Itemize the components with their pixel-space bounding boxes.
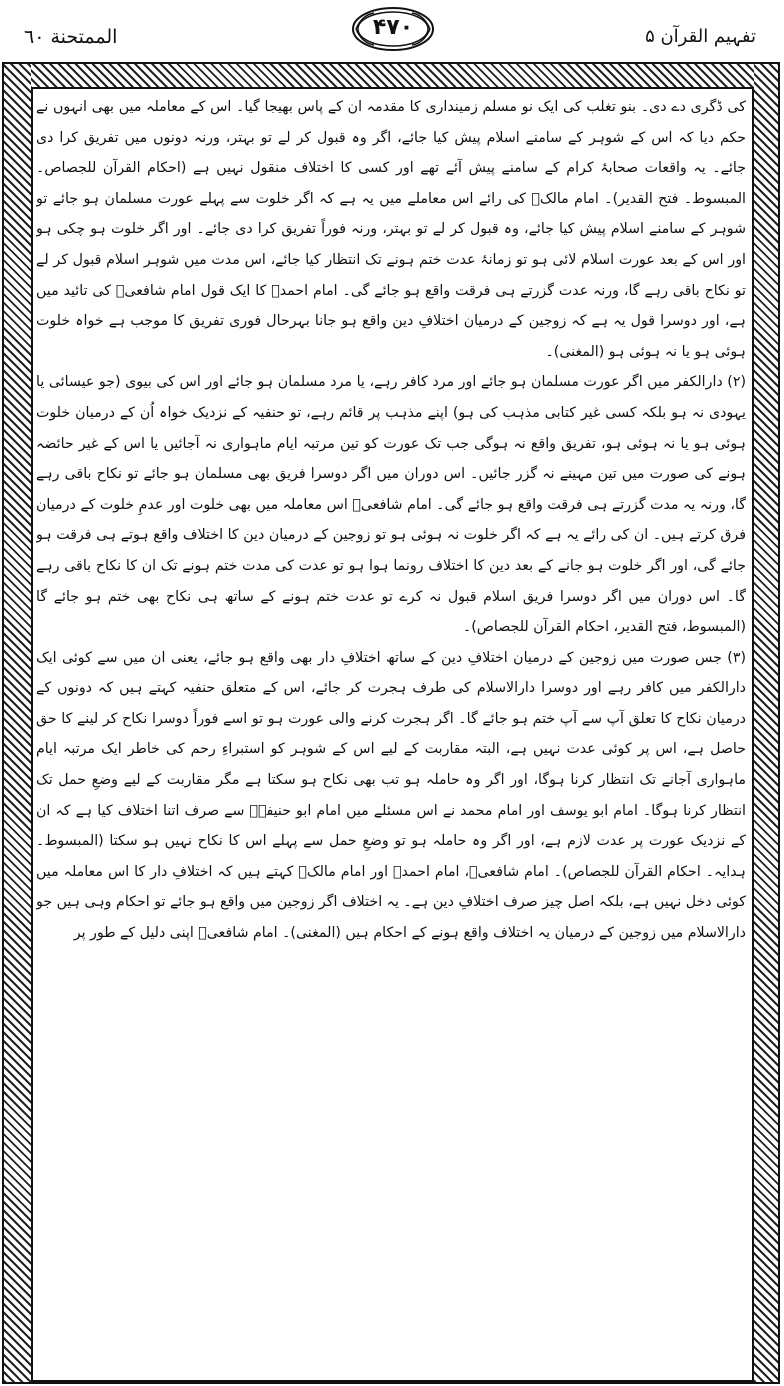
paragraph-3: (۳) جس صورت میں زوجین کے درمیان اختلافِ دین کے ساتھ اختلافِ دار بھی واقع ہو جائے، یعنی ان میں سے کوئی ایک دارالکفر میں کافر رہے اور دوسرا دارالاسلام کی طرف ہجرت کر جائے، اس کے متعلق حنفیہ کہتے ہیں کہ دونوں کے درمیان نکاح کا تعلق آپ سے آپ ختم ہو جائے گا۔ اگر ہجرت کرنے والی عورت ہو تو اسے فوراً دوسرا نکاح کر لینے کا حق حاصل ہے، اس پر کوئی عدت نہیں ہے، البتہ مقاربت کے لیے اس کے شوہر کو استبراءِ رحم کی خاطر ایک مرتبہ ایام ماہواری آجانے تک انتظار کرنا ہوگا، اور اگر وہ حاملہ ہو تب بھی نکاح ہو سکتا ہے مگر مقاربت کے لیے وضعِ حمل تک انتظار کرنا ہوگا۔ امام ابو یوسف اور امام محمد نے اس مسئلے میں امام ابو حنیفہؒ سے صرف اتنا اختلاف کیا ہے کہ ان کے نزدیک عورت پر عدت لازم ہے، اور اگر وہ حاملہ ہو تو وضعِ حمل سے پہلے اس کا نکاح نہیں ہو سکتا (المبسوط۔ ہدایہ۔ احکام القرآن للجصاص)۔ امام شافعیؒ، امام احمدؒ اور امام مالکؒ کہتے ہیں کہ اختلافِ دار کا اس معاملہ میں کوئی دخل نہیں ہے، بلکہ اصل چیز صرف اختلافِ دین ہے۔ یہ اختلاف اگر زوجین میں واقع ہو جائے تو احکام وہی ہیں جو دارالاسلام میں زوجین کے درمیان یہ اختلاف واقع ہونے کے احکام ہیں (المغنی)۔ امام شافعیؒ اپنی دلیل کے طور پر: [36, 649, 746, 942]
surah-title: الممتحنة ٦٠: [24, 26, 118, 48]
book-title: تفہیم القرآن ۵: [645, 26, 756, 47]
page-body: [36, 92, 746, 1378]
paragraph-2: (۲) دارالکفر میں اگر عورت مسلمان ہو جائے اور مرد کافر رہے، یا مرد مسلمان ہو جائے اور اس کی بیوی (جو عیسائی یا یہودی نہ ہو بلکہ کسی غیر کتابی مذہب کی ہو) اپنے مذہب پر قائم رہے، تو حنفیہ کے نزدیک خواہ اُن کے درمیان خلوت ہوئی ہو یا نہ ہوئی ہو، تفریق واقع نہ ہوگی جب تک عورت کو تین مرتبہ ایام ماہواری نہ آجائیں یا اس کے غیر حائضہ ہونے کی صورت میں تین مہینے نہ گزر جائیں۔ اس دوران میں اگر دوسرا فریق بھی مسلمان ہو جائے تو نکاح باقی رہے گا، ورنہ یہ مدت گزرتے ہی فرقت واقع ہو جائے گی۔ امام شافعیؒ اس معاملہ میں بھی خلوت اور عدمِ خلوت کے درمیان فرق کرتے ہیں۔ ان کی رائے یہ ہے کہ اگر خلوت نہ ہوئی ہو تو زوجین کے درمیان دین کا اختلاف واقع ہوتے ہی فرقت ہو جائے گی، اور اگر خلوت ہو جانے کے بعد دین کا اختلاف رونما ہوا ہو تو عدت کی مدت ختم ہونے تک ان کا نکاح باقی رہے گا۔ اس دوران میں اگر دوسرا فریق اسلام قبول نہ کرے تو عدت ختم ہونے کے ساتھ ہی نکاح بھی ختم ہو جائے گا (المبسوط، فتح القدیر، احکام القرآن للجصاص)۔: [36, 374, 746, 636]
page-number: ۴۷۰: [372, 15, 414, 40]
page-header: [0, 0, 784, 62]
page-number-badge: [350, 4, 436, 54]
paragraph-1: کی ڈگری دے دی۔ بنو تغلب کی ایک نو مسلم زمینداری کا مقدمہ ان کے پاس بھیجا گیا۔ اس کے معاملہ میں بھی انہوں نے حکم دیا کہ اس کے شوہر کے سامنے اسلام پیش کیا جائے، اگر وہ قبول کر لے تو بہتر، ورنہ دونوں میں تفریق کرا دی جائے۔ یہ واقعات صحابۂ کرام کے سامنے پیش آئے تھے اور کسی کا اختلاف منقول نہیں ہے (احکام القرآن للجصاص۔ المبسوط۔ فتح القدیر)۔ امام مالکؒ کی رائے اس معاملے میں یہ ہے کہ اگر خلوت سے پہلے عورت مسلمان ہو جائے تو شوہر کے سامنے اسلام پیش کیا جائے، وہ قبول کر لے تو بہتر، ورنہ فوراً تفریق کرا دی جائے۔ اور اگر خلوت ہو چکی ہو اور اس کے بعد عورت اسلام لائی ہو تو زمانۂ عدت ختم ہونے تک انتظار کیا جائے، اس مدت میں شوہر اسلام قبول کر لے تو نکاح باقی رہے گا، ورنہ عدت گزرتے ہی فرقت واقع ہو جائے گی۔ امام احمدؒ کا ایک قول امام شافعیؒ کی تائید میں ہے، اور دوسرا قول یہ ہے کہ زوجین کے درمیان اختلافِ دین واقع ہو جانا بہرحال فوری تفریق کا موجب ہے خواہ خلوت ہوئی ہو یا نہ ہوئی ہو (المغنی)۔: [36, 99, 746, 360]
